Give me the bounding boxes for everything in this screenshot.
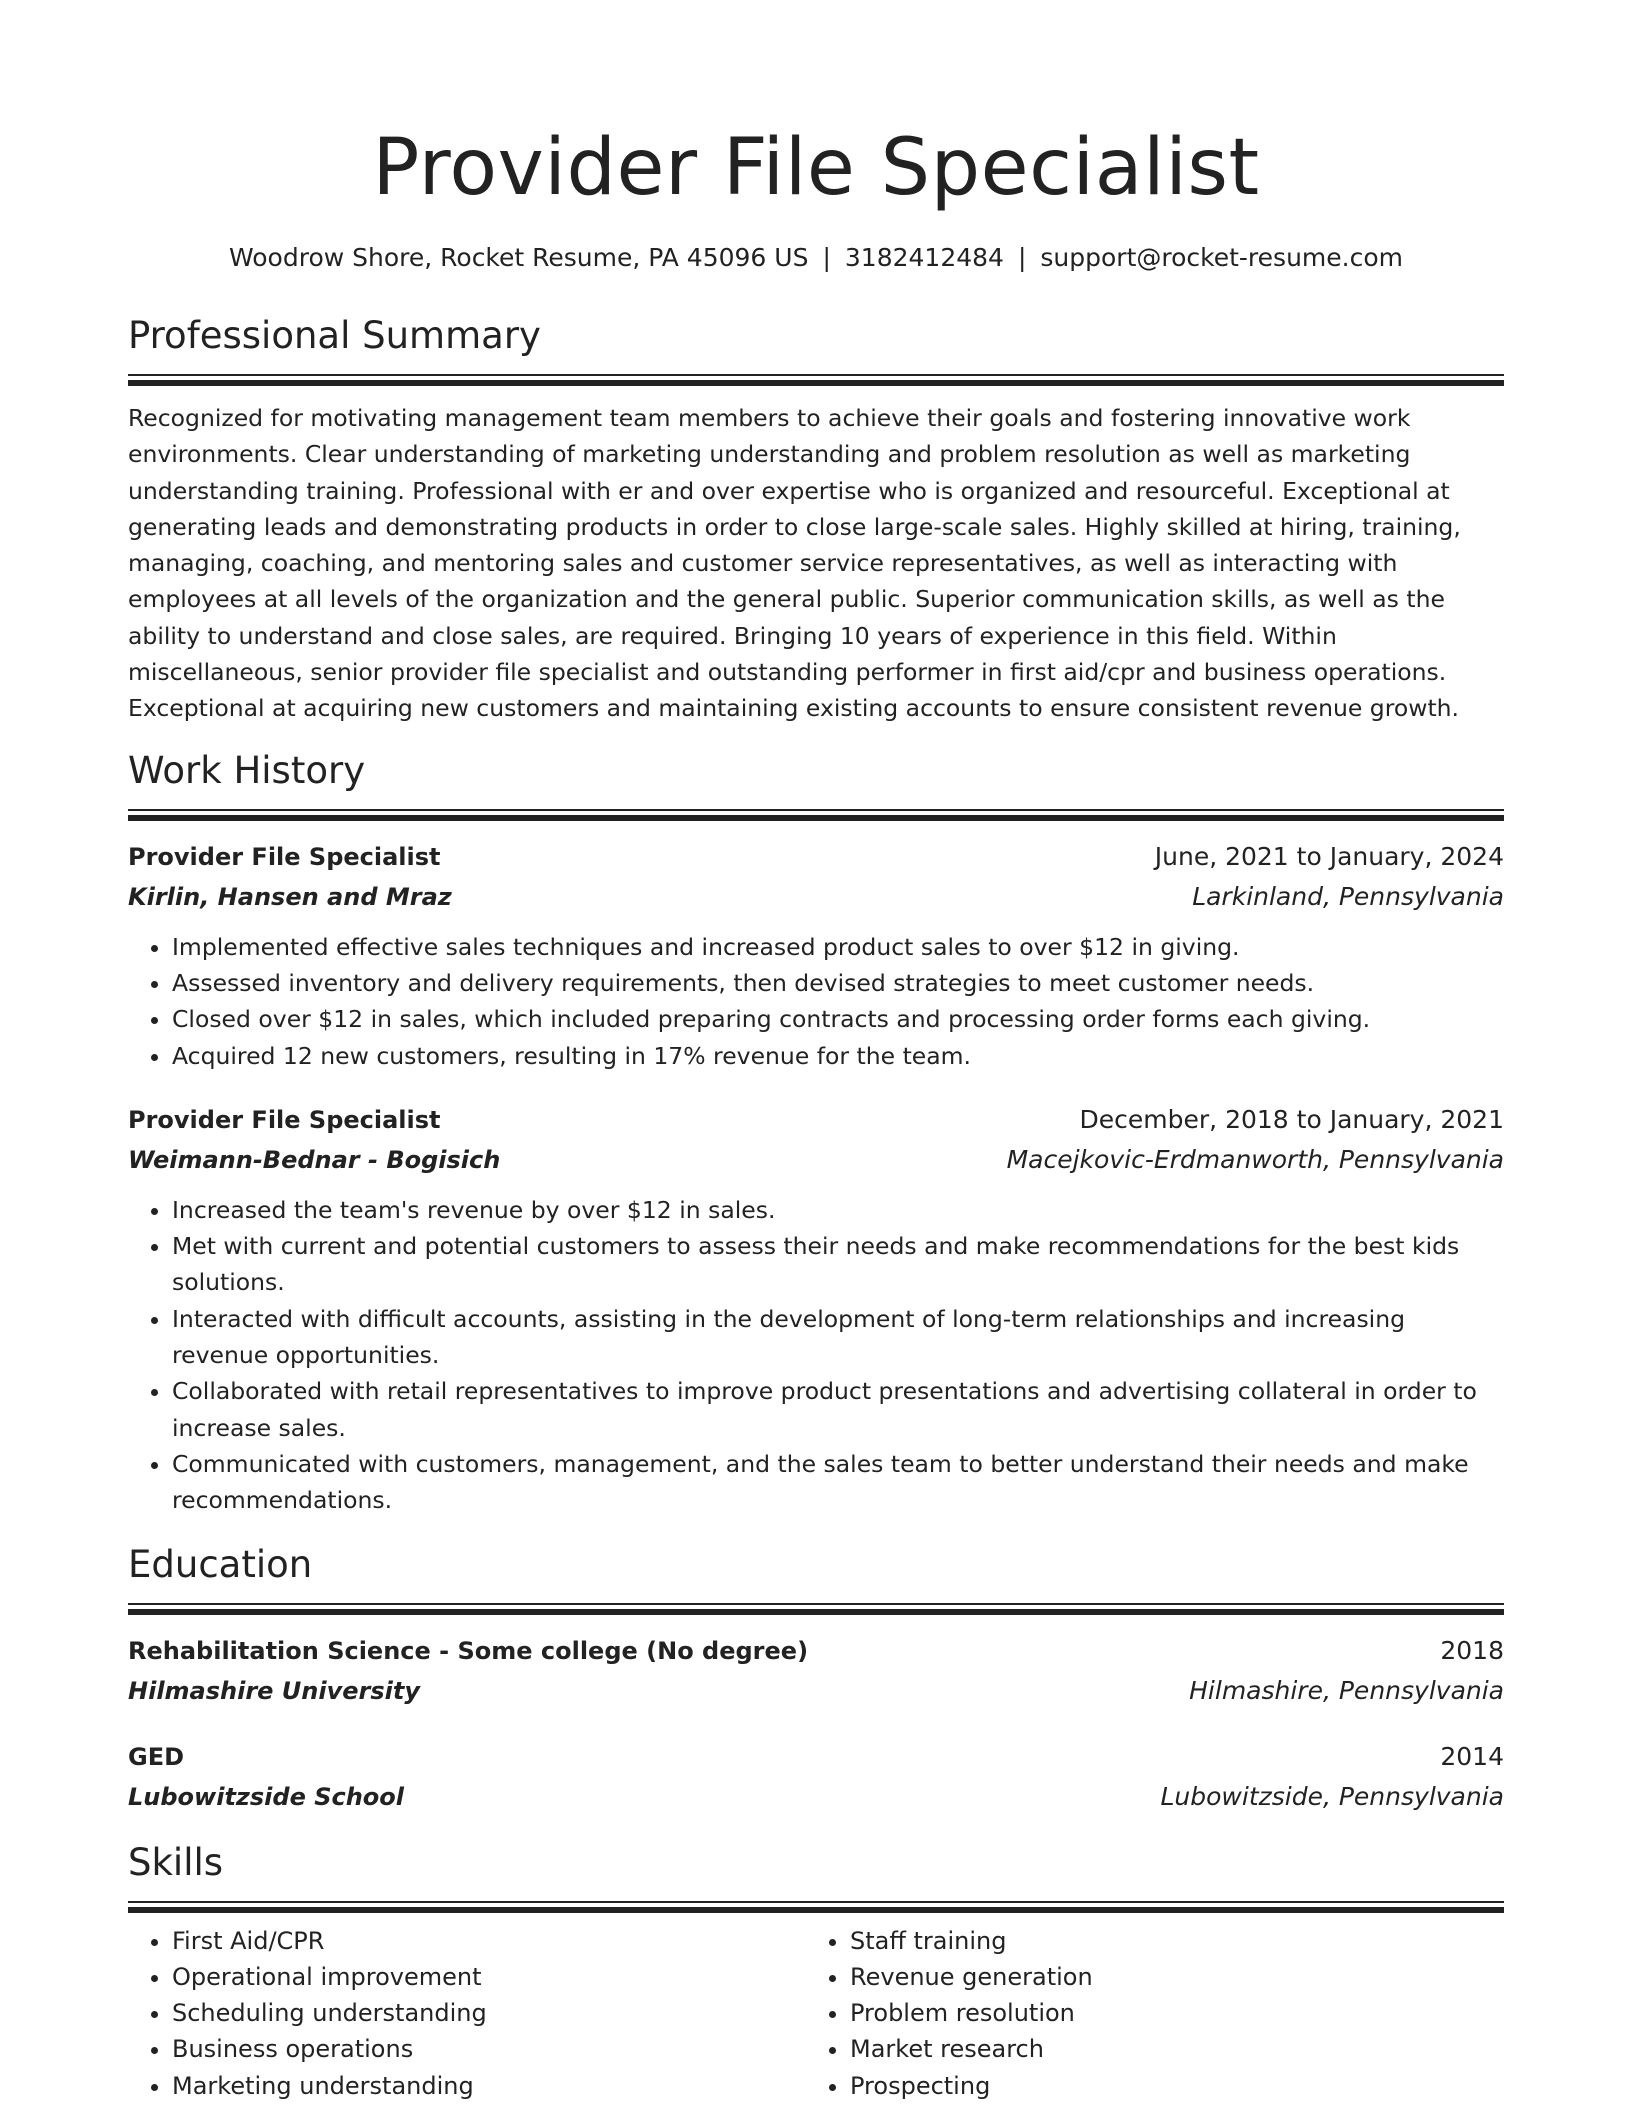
- skill-item: • First Aid/CPR: [172, 1923, 806, 1959]
- skill-item: • Marketing understanding: [172, 2068, 806, 2104]
- skill-item: • Business operations: [172, 2031, 806, 2067]
- education-school: Hilmashire University: [128, 1676, 420, 1705]
- contact-phone: 3182412484: [844, 243, 1004, 272]
- job-bullet: • Collaborated with retail representatives to improve product presentations and advertising collateral in order to increase sales.: [172, 1373, 1504, 1446]
- skill-item: • Staff training: [850, 1923, 1484, 1959]
- education-year: 2018: [1440, 1635, 1504, 1665]
- job-dates: December, 2018 to January, 2021: [1079, 1104, 1504, 1134]
- contact-address: Woodrow Shore, Rocket Resume, PA 45096 US: [229, 243, 809, 272]
- job-dates: June, 2021 to January, 2024: [1154, 841, 1504, 871]
- section-divider: [128, 374, 1504, 386]
- skills-list-left: [128, 1923, 806, 2104]
- skill-item: • Revenue generation: [850, 1959, 1484, 1995]
- education-year: 2014: [1440, 1741, 1504, 1771]
- resume-page: [128, 0, 1504, 2104]
- education-location: Lubowitzside, Pennsylvania: [1160, 1781, 1504, 1811]
- job-location: Larkinland, Pennsylvania: [1192, 881, 1504, 911]
- education-degree: GED: [128, 1742, 185, 1771]
- skill-item: • Market research: [850, 2031, 1484, 2067]
- job-bullet: • Met with current and potential customers to assess their needs and make recommendations for the best kids solutions.: [172, 1228, 1504, 1301]
- education-school: Lubowitzside School: [128, 1782, 405, 1811]
- job-company: Weimann-Bednar - Bogisich: [128, 1145, 501, 1174]
- job-bullets: [128, 929, 1504, 1074]
- job-bullet: • Implemented effective sales techniques and increased product sales to over $12 in giving.: [172, 929, 1504, 965]
- skill-item: • Prospecting: [850, 2068, 1484, 2104]
- contact-line: [128, 242, 1504, 274]
- job-location: Macejkovic-Erdmanworth, Pennsylvania: [1006, 1144, 1504, 1174]
- contact-separator: |: [822, 243, 831, 272]
- skill-item: • Scheduling understanding: [172, 1995, 806, 2031]
- job-title: Provider File Specialist: [128, 842, 441, 871]
- skills-heading: Skills: [128, 1840, 224, 1884]
- job-header: [128, 837, 1504, 877]
- education-location: Hilmashire, Pennsylvania: [1189, 1675, 1504, 1705]
- section-divider: [128, 809, 1504, 821]
- section-divider: [128, 1603, 1504, 1615]
- contact-separator: |: [1017, 243, 1027, 272]
- job-entry: [128, 837, 1504, 1074]
- job-subheader: [128, 1140, 1504, 1180]
- job-title: Provider File Specialist: [128, 1105, 441, 1134]
- job-subheader: [128, 877, 1504, 917]
- summary-text: Recognized for motivating management team members to achieve their goals and fostering innovative work environments. Clear understanding of marketing understanding and problem resolution as well as marketing understanding training. Professional with er and over expertise who is organized and resourceful. Exceptional at generating leads and demonstrating products in order to close large-scale sales. Highly skilled at hiring, training, managing, coaching, and mentoring sales and customer service representatives, as well as interacting with employees at all levels of the organization and the general public. Superior communication skills, as well as the ability to understand and close sales, are required. Bringing 10 years of experience in this field. Within miscellaneous, senior provider file specialist and outstanding performer in first aid/cpr and business operations. Exceptional at acquiring new customers and maintaining existing accounts to ensure consistent revenue growth.: [128, 404, 1461, 723]
- skill-item: • Operational improvement: [172, 1959, 806, 1995]
- education-subheader: [128, 1671, 1504, 1711]
- job-bullet: • Interacted with difficult accounts, assisting in the development of long-term relationships and increasing revenue opportunities.: [172, 1301, 1504, 1374]
- job-bullet: • Assessed inventory and delivery requirements, then devised strategies to meet customer needs.: [172, 965, 1504, 1001]
- summary-heading: Professional Summary: [128, 314, 541, 357]
- education-header: [128, 1737, 1504, 1777]
- skills-columns: [128, 1923, 1504, 2104]
- job-header: [128, 1100, 1504, 1140]
- education-degree: Rehabilitation Science - Some college (No degree): [128, 1636, 809, 1665]
- section-divider: [128, 1901, 1504, 1913]
- education-entry: [128, 1631, 1504, 1711]
- job-entry: [128, 1100, 1504, 1519]
- job-bullet: • Communicated with customers, management, and the sales team to better understand their needs and make recommendations.: [172, 1446, 1504, 1519]
- resume-name: Provider File Specialist: [372, 123, 1260, 213]
- work-history-heading: Work History: [128, 748, 366, 792]
- education-heading: Education: [128, 1542, 313, 1586]
- job-bullet: • Closed over $12 in sales, which included preparing contracts and processing order forms each giving.: [172, 1001, 1504, 1037]
- job-bullet: • Increased the team's revenue by over $12 in sales.: [172, 1192, 1504, 1228]
- education-header: [128, 1631, 1504, 1671]
- job-bullet: • Acquired 12 new customers, resulting in 17% revenue for the team.: [172, 1038, 1504, 1074]
- education-entry: [128, 1737, 1504, 1817]
- job-bullets: [128, 1192, 1504, 1519]
- education-subheader: [128, 1777, 1504, 1817]
- contact-email: support@rocket-resume.com: [1040, 243, 1403, 272]
- skills-list-right: [806, 1923, 1484, 2104]
- job-company: Kirlin, Hansen and Mraz: [128, 882, 452, 911]
- skill-item: • Problem resolution: [850, 1995, 1484, 2031]
